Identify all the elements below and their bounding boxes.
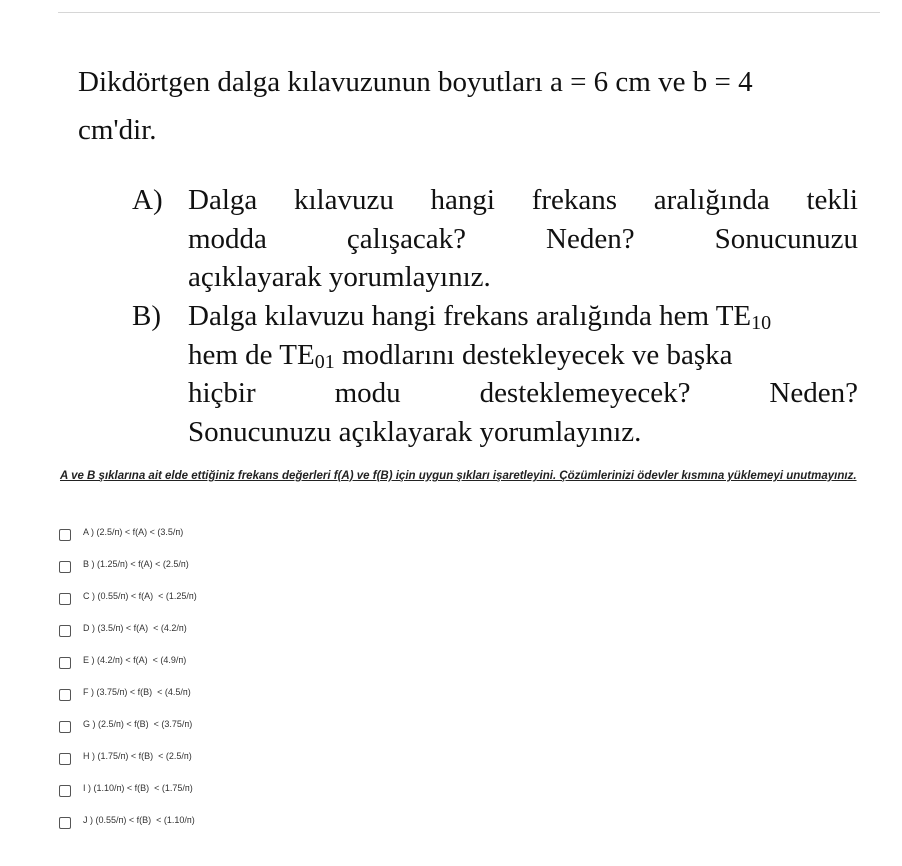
part-b-text (188, 297, 858, 451)
option-a[interactable] (58, 522, 197, 554)
part-a-text (188, 181, 858, 297)
option-label[interactable]: G ) (2.5/п) < f(B) < (3.75/п) (83, 719, 193, 729)
part-b-line1 (188, 297, 858, 336)
checkbox[interactable] (59, 689, 71, 701)
checkbox[interactable] (59, 785, 71, 797)
part-b-word: modu (334, 377, 401, 409)
divider (58, 12, 880, 13)
part-a-word: Sonucunuzu (714, 222, 858, 255)
checkbox[interactable] (59, 561, 71, 573)
part-b-letter: B) (132, 300, 161, 332)
te01-subscript: 01 (314, 350, 335, 373)
question-intro-line1: Dikdörtgen dalga kılavuzunun boyutları a = 6 cm ve b = 4 (78, 66, 753, 98)
option-label[interactable]: H ) (1.75/п) < f(B) < (2.5/п) (83, 751, 192, 761)
te10-subscript: 10 (751, 312, 772, 334)
part-b-word: Neden? (769, 377, 858, 409)
instruction-text: A ve B şıklarına ait elde ettiğiniz frekans değerleri f(A) ve f(B) için uygun şıkları işaretleyini. Çözümlerinizi ödevler kısmına yüklemeyi unutmayınız. (60, 470, 857, 482)
option-g[interactable] (58, 714, 197, 746)
question-intro-line2: cm'dir. (78, 114, 157, 146)
part-a-word: modda (188, 222, 267, 255)
part-b-line1-text: Dalga kılavuzu hangi frekans aralığında hem TE (188, 300, 752, 332)
option-label[interactable]: C ) (0.55/п) < f(A) < (1.25/п) (83, 591, 197, 601)
part-a-line3: açıklayarak yorumlayınız. (188, 261, 491, 293)
part-a-word: çalışacak? (346, 222, 467, 255)
part-b-line3 (188, 374, 858, 413)
option-f[interactable] (58, 682, 197, 714)
checkbox[interactable] (59, 721, 71, 733)
part-a-word: Dalga (188, 184, 258, 216)
part-a-word: frekans (531, 184, 618, 216)
part-b-line2 (188, 336, 858, 375)
part-a-word: tekli (806, 184, 858, 216)
checkbox[interactable] (59, 657, 71, 669)
option-label[interactable]: J ) (0.55/п) < f(B) < (1.10/п) (83, 815, 195, 825)
option-label[interactable]: F ) (3.75/п) < f(B) < (4.5/п) (83, 687, 191, 697)
part-a-word: hangi (430, 184, 495, 216)
part-a-word: aralığında (653, 184, 770, 216)
question-image (58, 40, 880, 460)
part-b-line2-post: modlarını destekleyecek ve başka (334, 338, 733, 371)
question-intro (78, 58, 868, 154)
part-b-word: desteklemeyecek? (479, 377, 691, 409)
option-c[interactable] (58, 586, 197, 618)
checkbox[interactable] (59, 817, 71, 829)
part-a-word: kılavuzu (293, 184, 394, 216)
part-a-line1 (188, 181, 858, 220)
option-j[interactable] (58, 810, 197, 842)
option-label[interactable]: E ) (4.2/п) < f(A) < (4.9/п) (83, 655, 187, 665)
answer-options (58, 522, 197, 842)
part-b-line2-pre: hem de TE (188, 338, 315, 371)
part-a-letter: A) (132, 184, 163, 216)
option-label[interactable]: A ) (2.5/п) < f(A) < (3.5/п) (83, 527, 184, 537)
option-b[interactable] (58, 554, 197, 586)
option-h[interactable] (58, 746, 197, 778)
part-a-line2 (188, 220, 858, 259)
option-label[interactable]: B ) (1.25/п) < f(A) < (2.5/п) (83, 559, 189, 569)
part-b-line4: Sonucunuzu açıklayarak yorumlayınız. (188, 415, 642, 448)
checkbox[interactable] (59, 625, 71, 637)
option-i[interactable] (58, 778, 197, 810)
option-e[interactable] (58, 650, 197, 682)
checkbox[interactable] (59, 529, 71, 541)
option-label[interactable]: I ) (1.10/п) < f(B) < (1.75/п) (83, 783, 193, 793)
checkbox[interactable] (59, 593, 71, 605)
option-d[interactable] (58, 618, 197, 650)
option-label[interactable]: D ) (3.5/п) < f(A) < (4.2/п) (83, 623, 187, 633)
part-a-word: Neden? (546, 222, 635, 255)
part-b-word: hiçbir (188, 377, 256, 409)
checkbox[interactable] (59, 753, 71, 765)
